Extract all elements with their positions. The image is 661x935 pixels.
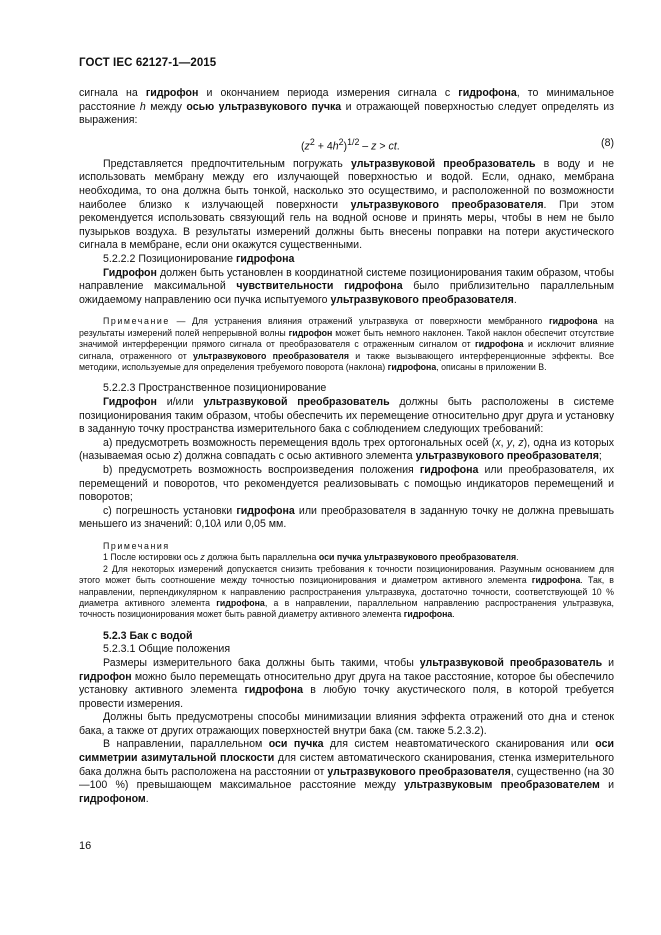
formula-part: >	[376, 140, 389, 153]
text: для систем неавтоматического сканирования или	[323, 738, 596, 751]
text: а) предусмотреть возможность перемещения вдоль трех ортогональных осей (	[103, 436, 496, 449]
term: ультразвуковой преобразователь	[350, 157, 536, 170]
variable: λ	[216, 518, 222, 531]
term: ультразвукового преобразователя	[327, 765, 511, 778]
text: ), одна из которых (называемая осью	[79, 436, 614, 463]
text: Размеры измерительного бака должны быть такими, чтобы	[103, 656, 420, 669]
text: или преобразователя, их перемещений и поворотов, что рекомендуется реализовывать с помощью индикаторов перемещений и поворотов;	[79, 463, 615, 504]
variable: z	[200, 552, 205, 563]
term: гидрофон	[79, 670, 132, 683]
text: . Так, в направлении, перпендикулярном к направлению распространения ультразвука, достаточно точности, соответствующей 10 % диаметра активного элемента	[79, 575, 614, 608]
formula-part: 1/2	[347, 136, 360, 147]
text: ,	[512, 436, 519, 449]
text: на результаты измерений полей непрерывной волны	[79, 316, 614, 338]
term: гидрофона	[235, 252, 295, 265]
text: и окончанием периода измерения сигнала с	[198, 87, 459, 99]
text: 1 После юстировки ось	[103, 552, 201, 563]
variable: h	[139, 100, 146, 113]
text: .	[452, 609, 455, 620]
heading-text: 5.2.3 Бак с водой	[103, 629, 193, 642]
text: сигнала на	[79, 87, 146, 99]
text: должны быть расположены в системе позиционирования таким образом, чтобы обеспечить их перемещение относительно друг друга и установку в заданную точку пространства измерительного бака с соблюдением следующих требований:	[79, 395, 614, 436]
formula-part: + 4	[314, 140, 333, 153]
term: гидрофона	[236, 504, 295, 517]
paragraph-spatial-positioning	[79, 396, 614, 437]
term: ультразвукового преобразователя	[350, 198, 544, 211]
term: ультразвуковой преобразователь	[203, 395, 390, 408]
formula-number: (8)	[601, 136, 614, 149]
page-content	[79, 87, 614, 806]
notes-label	[79, 541, 614, 552]
text: должна быть параллельна	[204, 552, 319, 563]
text: или преобразователя в заданную точку не должна превышать меньшего из значений: 0,10	[79, 504, 614, 531]
paragraph-reflections: Должны быть предусмотрены способы минимизации влияния эффекта отражений ото дна и стенок бака, а также от других отражающих поверхностей внутри бака (см. также 5.2.3.2).	[79, 711, 614, 737]
variable: z	[518, 436, 524, 449]
term: гидрофона	[549, 316, 598, 327]
formula-expression	[301, 137, 400, 153]
text: ) должна совпадать с осью активного элемента	[178, 450, 416, 463]
term: ультразвукового преобразователя	[193, 350, 350, 361]
text: и также вызывающего интерференционные эффекты. Все методики, используемые для определения требуемого поворота (наклона)	[79, 350, 615, 372]
text: , существенно (на 30—100 %) превышающем максимальное расстояние между	[79, 765, 614, 792]
formula-part: h	[332, 140, 339, 153]
term: оси симметрии азимутальной плоскости	[79, 738, 614, 765]
list-item-a	[79, 437, 614, 464]
text: , то минимальное расстояние	[79, 87, 614, 113]
text: , а в направлении, параллельном направлению распространения ультразвука, точность позиционирования может быть равной диаметру активного элемента	[79, 597, 614, 620]
variable: z	[173, 450, 179, 463]
text: . При этом рекомендуется использовать связующий гель на водной основе и принять меры, чтобы в нем не было пузырьков воздуха. В результаты измерений должны быть внесены поправки на потери акустического сигнала в мембране, если они окажутся существенными.	[79, 198, 614, 252]
section-heading-5-2-2-2	[79, 253, 614, 267]
text: и	[599, 779, 614, 792]
note-2	[79, 564, 614, 621]
term: гидрофона	[475, 339, 524, 350]
term: Гидрофон	[103, 395, 157, 408]
term: ультразвуковым преобразователем	[404, 779, 600, 792]
text: в воду и не использовать мембрану между его излучающей поверхностью и водой. Если, однако, мембрана необходима, то она должна быть тонкой, насколько это осуществимо, и расположенной по возможности наиболее близко к излучающей поверхности	[79, 157, 614, 211]
text: 2 Для некоторых измерений допускается снизить требования к точности позиционирования. Разумным основанием для этого может быть соотношение между точностью позиционирования и диаметром активного элемента	[79, 563, 614, 586]
paragraph-tank-size	[79, 657, 614, 711]
term: гидрофона	[458, 87, 517, 99]
text: ;	[598, 450, 602, 463]
note-1	[79, 552, 614, 563]
term: гидрофон	[288, 327, 333, 338]
text: может быть немного наклонен. Такой наклон обеспечит отсутствие значимой интерференции прямого сигнала от преобразователя с отраженным сигналом от	[79, 327, 614, 350]
note-label: Примечание	[103, 316, 170, 327]
text: должен быть установлен в координатной системе позиционирования таким образом, чтобы направление максимальной	[79, 266, 614, 293]
text: и исключит влияние сигнала, отраженного от	[79, 339, 615, 361]
section-heading-5-2-2-3: 5.2.2.3 Пространственное позиционирование	[103, 382, 327, 395]
formula-part: 2	[338, 136, 344, 147]
text: и отражающей поверхностью следует определять из выражения:	[79, 100, 614, 127]
text: — Для устранения влияния отражений ультразвука от поверхности мембранного	[169, 316, 549, 327]
page-number: 16	[79, 840, 92, 852]
text: и	[602, 656, 614, 669]
formula-part: ct	[388, 140, 397, 153]
term: оси пучка ультразвукового преобразователя	[318, 552, 517, 563]
text: ,	[500, 436, 507, 449]
term: гидрофона	[403, 609, 453, 620]
note-tilt	[79, 316, 614, 373]
note-label: Примечания	[103, 540, 170, 551]
text: было приблизительно параллельным ожидаемому направлению оси пучка испытуемого	[79, 280, 614, 306]
formula-part: (	[301, 140, 305, 153]
term: чувствительности гидрофона	[236, 280, 403, 293]
text: , описаны в приложении В.	[436, 361, 547, 372]
section-heading-5-2-3	[79, 630, 614, 644]
term: ультразвуковой преобразователь	[419, 656, 603, 669]
list-item-b	[79, 464, 614, 505]
variable: x	[495, 436, 501, 449]
paragraph-membrane	[79, 158, 614, 253]
term: гидрофона	[244, 684, 303, 697]
text: 5.2.2.2 Позиционирование	[103, 252, 236, 265]
term: гидрофоном	[79, 792, 146, 805]
term: гидрофона	[387, 361, 437, 372]
text: .	[513, 293, 517, 306]
formula-8	[79, 128, 614, 158]
text: для систем автоматического сканирования, стенка измерительного бака должна быть расположена на расстоянии от	[79, 752, 614, 778]
term: гидрофона	[531, 575, 581, 586]
text: .	[145, 792, 149, 805]
term: ультразвукового преобразователя	[415, 450, 599, 463]
text: или 0,05 мм.	[221, 518, 287, 531]
formula-part: )	[343, 140, 348, 153]
paragraph-reflection-distance	[79, 87, 614, 128]
formula-part: z	[304, 140, 310, 153]
term: гидрофона	[216, 597, 265, 608]
section-heading-5-2-3-1: 5.2.3.1 Общие положения	[103, 643, 231, 656]
term: Гидрофон	[103, 266, 157, 279]
text: с) погрешность установки	[103, 504, 237, 517]
term: ультразвукового преобразователя	[330, 293, 514, 306]
formula-part: 2	[309, 136, 315, 147]
term: гидрофон	[145, 87, 199, 99]
text: b) предусмотреть возможность воспроизведения положения	[103, 463, 420, 476]
formula-part: z	[371, 140, 377, 153]
paragraph-tank-wall	[79, 738, 614, 806]
paragraph-hydrophone-positioning	[79, 267, 614, 308]
formula-part: .	[396, 140, 400, 153]
term: осью ультразвукового пучка	[186, 100, 342, 113]
term: гидрофона	[419, 463, 479, 476]
text: Представляется предпочтительным погружать	[103, 157, 351, 170]
text: можно было перемещать относительно друг друга на такое расстояние, которое бы обеспечило установку активного элемента	[79, 670, 614, 697]
variable: y	[506, 436, 513, 449]
text: в любую точку акустического поля, в которой требуется провести измерения.	[79, 684, 614, 710]
text: В направлении, параллельном	[103, 738, 269, 751]
document-header: ГОСТ IEC 62127-1—2015	[79, 57, 217, 69]
formula-part: –	[359, 140, 372, 153]
list-item-c	[79, 505, 614, 532]
text: и/или	[156, 395, 204, 408]
term: оси пучка	[268, 738, 324, 751]
text: между	[145, 100, 187, 113]
text: .	[516, 552, 519, 563]
